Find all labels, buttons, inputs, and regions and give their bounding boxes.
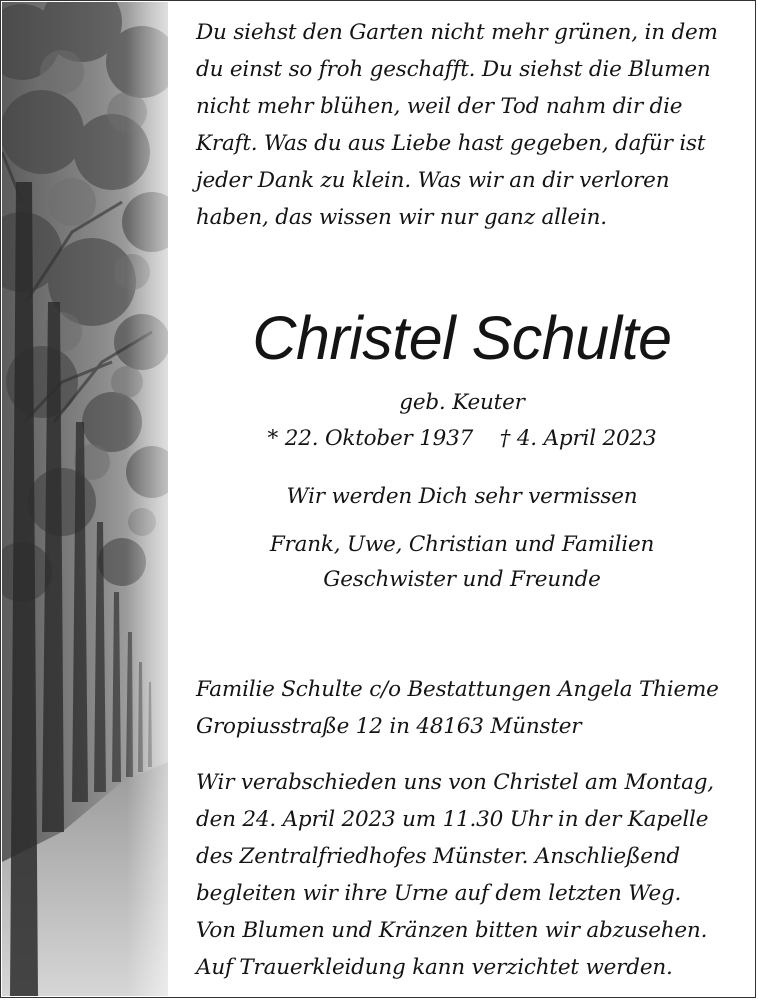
- address-line: Gropiusstraße 12 in 48163 Münster: [196, 714, 582, 739]
- service-line: Auf Trauerkleidung kann verzichtet werden.: [196, 955, 673, 980]
- farewell-line: Wir werden Dich sehr vermissen: [286, 484, 638, 509]
- poem-line: haben, das wissen wir nur ganz allein.: [196, 205, 607, 230]
- poem-line: Kraft. Was du aus Liebe hast gegeben, dafür ist: [196, 131, 706, 156]
- mourners-line: Geschwister und Freunde: [323, 567, 601, 592]
- service-line: Wir verabschieden uns von Christel am Montag,: [196, 770, 714, 795]
- life-dates: * 22. Oktober 1937 † 4. April 2023: [267, 426, 657, 451]
- poem-line: du einst so froh geschafft. Du siehst die Blumen: [196, 57, 711, 82]
- tree-avenue-photo: [2, 2, 168, 996]
- service-line: den 24. April 2023 um 11.30 Uhr in der Kapelle: [196, 807, 709, 832]
- deceased-name: Christel Schulte: [252, 304, 672, 372]
- poem-line: nicht mehr blühen, weil der Tod nahm dir die: [196, 94, 683, 119]
- poem-line: jeder Dank zu klein. Was wir an dir verloren: [196, 168, 670, 193]
- poem: [196, 14, 718, 236]
- poem-line: Du siehst den Garten nicht mehr grünen, in dem: [196, 20, 718, 45]
- service-line: begleiten wir ihre Urne auf dem letzten Weg.: [196, 881, 682, 906]
- service-line: Von Blumen und Kränzen bitten wir abzusehen.: [196, 918, 708, 943]
- service-info: [196, 764, 714, 986]
- birth-name: geb. Keuter: [399, 390, 525, 415]
- address-line: Familie Schulte c/o Bestattungen Angela Thieme: [196, 677, 719, 702]
- notice-content: [168, 0, 756, 1000]
- contact-address: [196, 671, 719, 745]
- service-line: des Zentralfriedhofes Münster. Anschließend: [196, 844, 680, 869]
- mourners-line: Frank, Uwe, Christian und Familien: [269, 532, 655, 557]
